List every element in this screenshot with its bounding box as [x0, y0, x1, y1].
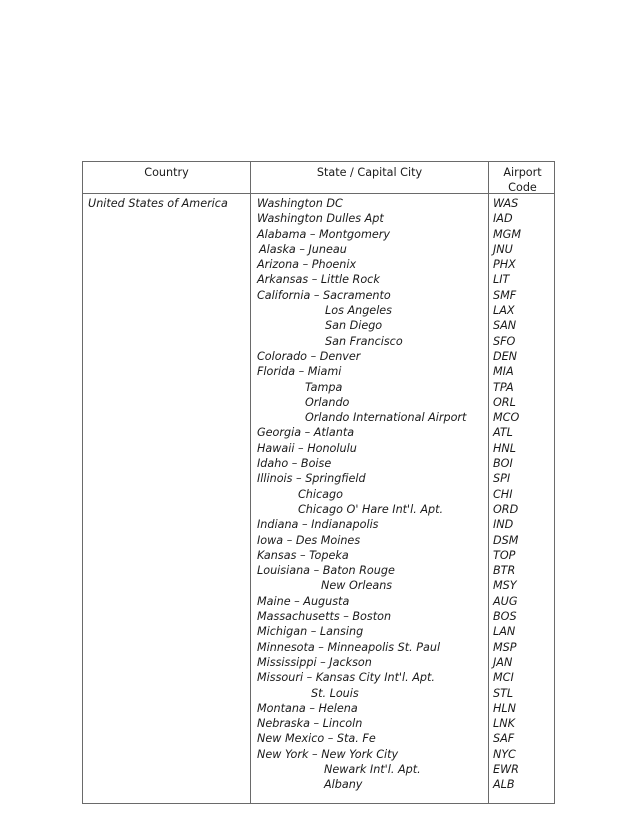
airport-code-cell: MIA: [493, 365, 514, 379]
header-airport-code-line1: Airport: [503, 166, 542, 179]
state-city-cell: Missouri – Kansas City Int'l. Apt.: [257, 671, 435, 685]
state-city-cell: Newark Int'l. Apt.: [324, 762, 421, 776]
airport-code-cell: MCO: [493, 411, 520, 425]
airport-code-cell: TPA: [493, 380, 514, 394]
header-airport-code: [489, 165, 556, 195]
airport-code-cell: WAS: [493, 197, 519, 210]
state-city-cell: Louisiana – Baton Rouge: [257, 564, 395, 578]
airport-code-cell: LAN: [493, 625, 516, 639]
state-city-cell: Montana – Helena: [257, 701, 358, 715]
state-city-cell: San Francisco: [325, 334, 403, 348]
country-cell: United States of America: [88, 197, 228, 210]
airport-code-cell: NYC: [493, 747, 516, 761]
state-city-cell: Alaska – Juneau: [259, 242, 347, 256]
airport-code-cell: DSM: [493, 533, 519, 547]
airport-code-cell: SAF: [493, 732, 515, 746]
airport-code-cell: SFO: [493, 334, 516, 348]
state-city-cell: Arizona – Phoenix: [257, 258, 357, 272]
state-city-cell: Georgia – Atlanta: [257, 426, 355, 440]
airport-code-cell: IAD: [493, 212, 513, 226]
header-state-capital: State / Capital City: [316, 166, 423, 179]
state-city-cell: Indiana – Indianapolis: [257, 518, 379, 532]
airport-code-cell: MSY: [493, 579, 517, 593]
state-city-cell: St. Louis: [311, 686, 359, 700]
airport-code-cell: ORL: [493, 395, 516, 409]
airport-code-cell: ALB: [493, 778, 515, 792]
airport-code-cell: BOS: [493, 610, 517, 624]
airport-code-cell: JNU: [493, 242, 513, 256]
airport-code-cell: SPI: [493, 472, 511, 486]
airport-code-cell: SMF: [493, 288, 517, 302]
state-city-cell: Washington Dulles Apt: [257, 212, 384, 226]
airport-code-cell: BOI: [493, 457, 513, 471]
state-city-cell: California – Sacramento: [257, 288, 391, 302]
state-column: [257, 196, 466, 793]
airport-code-cell: STL: [493, 686, 514, 700]
airport-codes-table: [82, 161, 555, 804]
airport-code-cell: MCI: [493, 671, 514, 685]
airport-code-cell: BTR: [493, 564, 516, 578]
state-city-cell: Hawaii – Honolulu: [257, 441, 357, 455]
airport-code-cell: HNL: [493, 441, 517, 455]
code-column: [493, 196, 521, 793]
airport-code-cell: SAN: [493, 319, 517, 333]
state-city-cell: Los Angeles: [325, 304, 393, 318]
state-city-cell: Michigan – Lansing: [257, 625, 364, 639]
state-city-cell: Chicago: [298, 487, 343, 501]
state-city-cell: New Mexico – Sta. Fe: [257, 732, 376, 746]
state-city-cell: Illinois – Springfield: [257, 472, 366, 486]
state-city-cell: Albany: [324, 778, 363, 792]
state-city-cell: Massachusetts – Boston: [257, 610, 392, 624]
state-city-cell: New York – New York City: [257, 747, 399, 761]
state-city-cell: Iowa – Des Moines: [257, 533, 361, 547]
state-city-cell: Orlando: [305, 395, 350, 409]
column-divider: [250, 162, 251, 803]
state-city-cell: Colorado – Denver: [257, 349, 361, 363]
state-city-cell: Chicago O' Hare Int'l. Apt.: [298, 502, 444, 516]
airport-code-cell: ORD: [493, 502, 519, 516]
airport-code-cell: ATL: [493, 426, 513, 440]
airport-code-cell: IND: [493, 518, 514, 532]
airport-code-cell: LNK: [493, 717, 515, 731]
state-city-cell: Arkansas – Little Rock: [257, 273, 380, 287]
state-city-cell: Idaho – Boise: [257, 457, 332, 471]
state-city-cell: Tampa: [305, 380, 343, 394]
state-city-cell: Nebraska – Lincoln: [257, 717, 363, 731]
header-divider: [83, 193, 554, 194]
airport-code-cell: JAN: [493, 655, 513, 669]
airport-code-cell: CHI: [493, 487, 513, 501]
header-airport-code-line2: Code: [508, 181, 537, 194]
airport-code-cell: LAX: [493, 304, 515, 318]
state-city-cell: Mississippi – Jackson: [257, 655, 372, 669]
state-city-cell: New Orleans: [321, 579, 393, 593]
header-country: Country: [144, 166, 189, 179]
column-divider: [488, 162, 489, 803]
state-city-cell: Maine – Augusta: [257, 594, 350, 608]
airport-code-cell: MGM: [493, 227, 521, 241]
airport-code-cell: LIT: [493, 273, 510, 287]
airport-code-cell: AUG: [493, 594, 518, 608]
state-city-cell: Washington DC: [257, 197, 343, 210]
airport-code-cell: DEN: [493, 349, 518, 363]
state-city-cell: Minnesota – Minneapolis St. Paul: [257, 640, 441, 654]
airport-code-cell: HLN: [493, 701, 517, 715]
state-city-cell: Kansas – Topeka: [257, 548, 349, 562]
state-city-cell: Florida – Miami: [257, 365, 342, 379]
airport-code-cell: PHX: [493, 258, 516, 272]
state-city-cell: Alabama – Montgomery: [257, 227, 390, 241]
state-city-cell: Orlando International Airport: [305, 411, 467, 425]
airport-code-cell: MSP: [493, 640, 517, 654]
airport-code-cell: EWR: [493, 762, 519, 776]
airport-code-cell: TOP: [493, 548, 516, 562]
state-city-cell: San Diego: [325, 319, 383, 333]
